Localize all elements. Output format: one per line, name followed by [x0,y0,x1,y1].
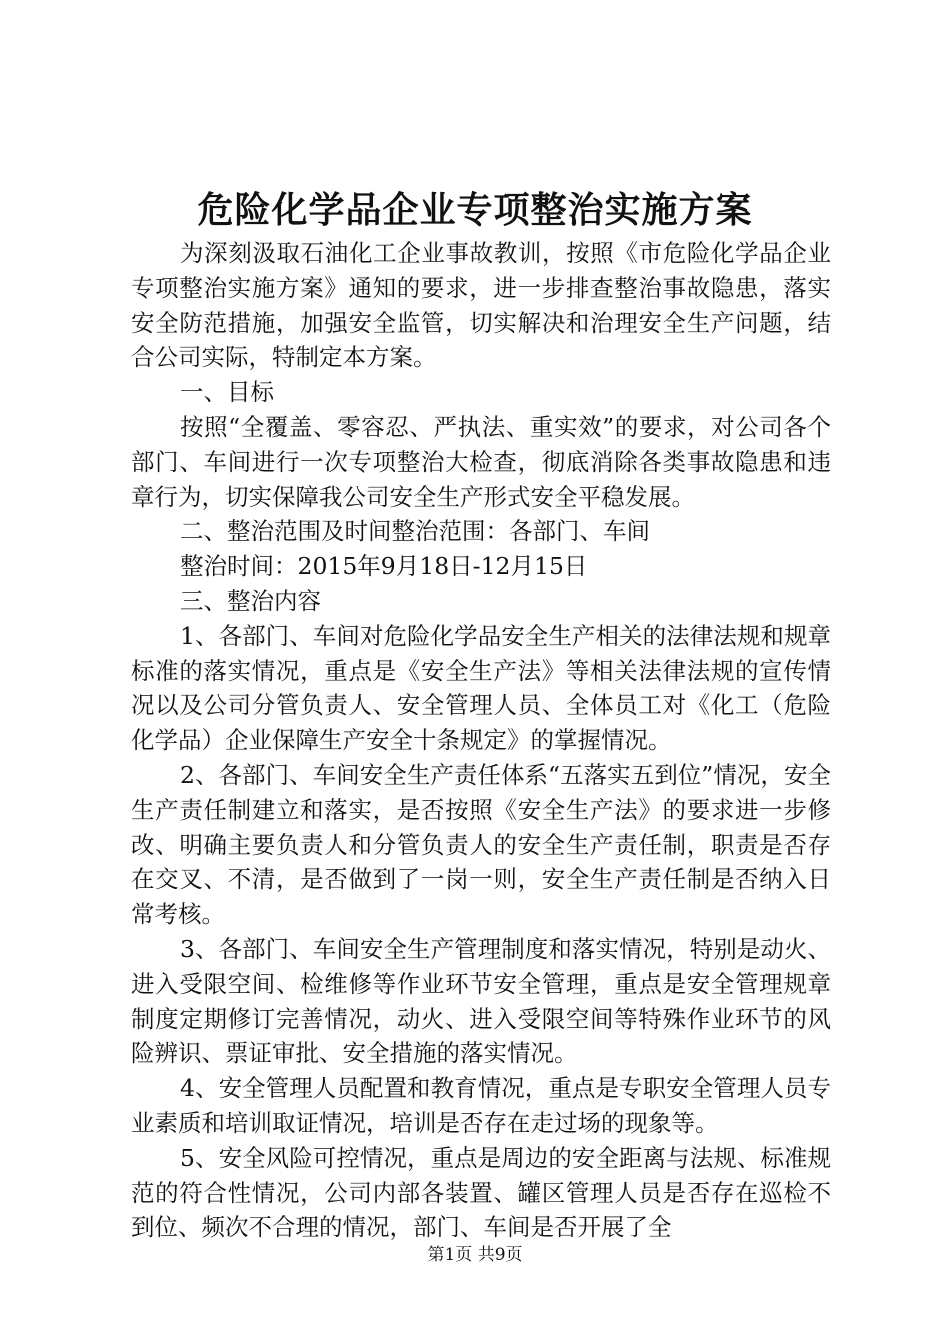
goal-paragraph: 按照“全覆盖、零容忍、严执法、重实效”的要求，对公司各个部门、车间进行一次专项整治大检查，彻底消除各类事故隐患和违章行为，切实保障我公司安全生产形式安全平稳发展。 [131,412,831,511]
section-heading-content: 三、整治内容 [180,586,321,615]
content-item-5: 5、安全风险可控情况，重点是周边的安全距离与法规、标准规范的符合性情况，公司内部各装置、罐区管理人员是否存在巡检不到位、频次不合理的情况，部门、车间是否开展了全 [131,1143,831,1242]
document-body [131,236,831,1245]
document-title: 危险化学品企业专项整治实施方案 [197,189,753,231]
schedule-paragraph: 整治时间：2015年9月18日-12月15日 [180,552,588,581]
content-item-1: 1、各部门、车间对危险化学品安全生产相关的法律法规和规章标准的落实情况，重点是《安全生产法》等相关法律法规的宣传情况以及公司分管负责人、安全管理人员、全体员工对《化工（危险化学品）企业保障生产安全十条规定》的掌握情况。 [131,621,831,755]
content-item-3: 3、各部门、车间安全生产管理制度和落实情况，特别是动火、进入受限空间、检维修等作业环节安全管理，重点是安全管理规章制度定期修订完善情况，动火、进入受限空间等特殊作业环节的风险辨识、票证审批、安全措施的落实情况。 [131,934,831,1068]
page-number-footer: 第1页 共9页 [427,1245,523,1265]
intro-paragraph: 为深刻汲取石油化工企业事故教训，按照《市危险化学品企业专项整治实施方案》通知的要求，进一步排查整治事故隐患，落实安全防范措施，加强安全监管，切实解决和治理安全生产问题，结合公司实际，特制定本方案。 [131,239,831,372]
section-heading-scope: 二、整治范围及时间整治范围：各部门、车间 [180,517,650,546]
content-item-2: 2、各部门、车间安全生产责任体系“五落实五到位”情况，安全生产责任制建立和落实，是否按照《安全生产法》的要求进一步修改、明确主要负责人和分管负责人的安全生产责任制，职责是否存在交叉、不清，是否做到了一岗一则，安全生产责任制是否纳入日常考核。 [131,760,831,929]
content-item-4: 4、安全管理人员配置和教育情况，重点是专职安全管理人员专业素质和培训取证情况，培训是否存在走过场的现象等。 [131,1074,831,1137]
section-heading-goal: 一、目标 [180,378,274,407]
